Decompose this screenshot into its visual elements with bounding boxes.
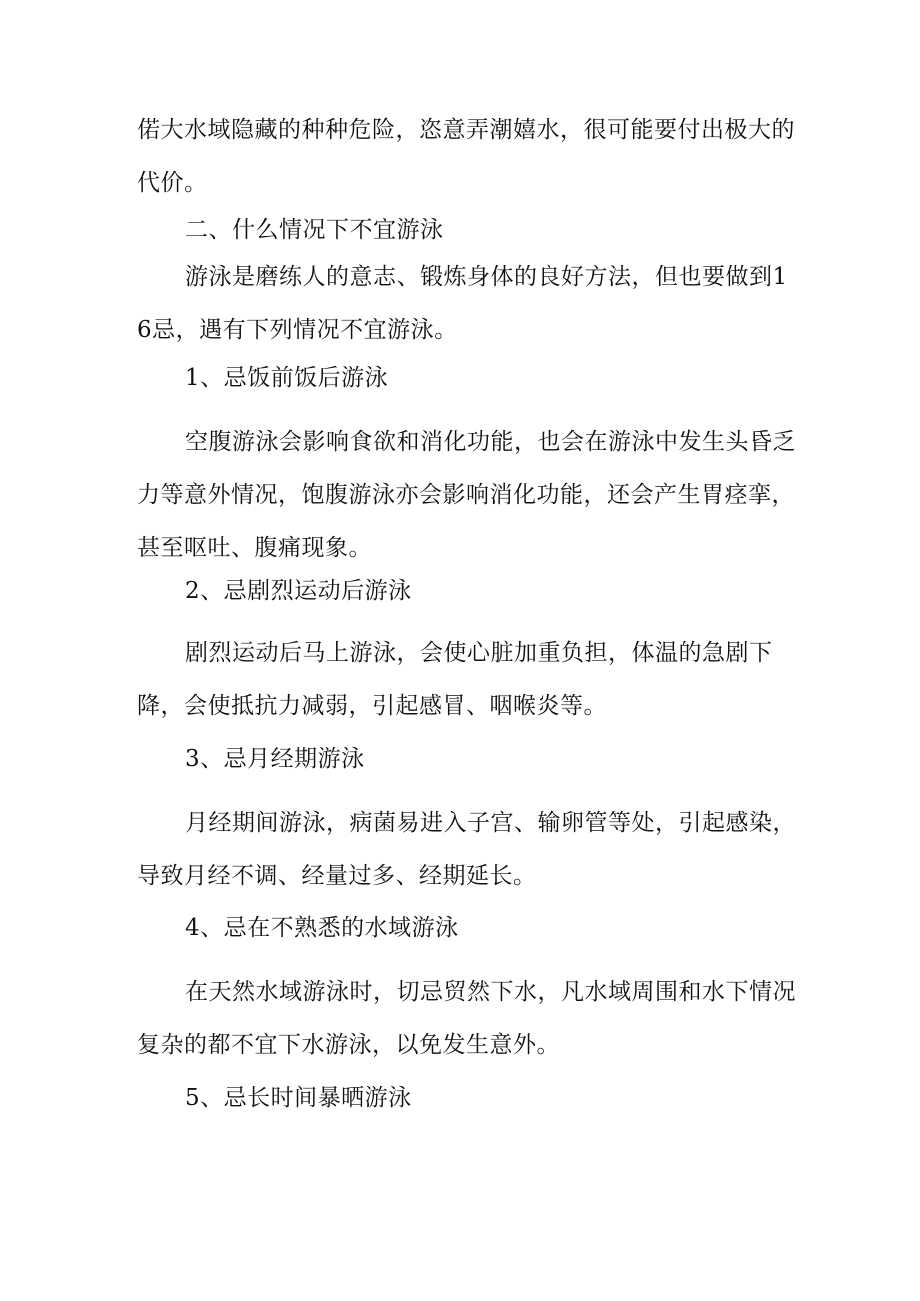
item-heading-4: 4、忌在不熟悉的水域游泳 <box>185 915 459 941</box>
paragraph-intro: 游泳是磨练人的意志、锻炼身体的良好方法，但也要做到16忌，遇有下列情况不宜游泳。 <box>137 264 788 343</box>
item-body-2: 剧烈运动后马上游泳，会使心脏加重负担，体温的急剧下降，会使抵抗力减弱，引起感冒、咽喉炎等。 <box>137 640 773 719</box>
item-body-1: 空腹游泳会影响食欲和消化功能，也会在游泳中发生头昏乏力等意外情况，饱腹游泳亦会影响消化功能，还会产生胃痉挛，甚至呕吐、腹痛现象。 <box>137 429 796 561</box>
paragraph-continuation: 偌大水域隐藏的种种危险，恣意弄潮嬉水，很可能要付出极大的代价。 <box>137 117 795 196</box>
item-heading-2: 2、忌剧烈运动后游泳 <box>185 578 412 604</box>
section-heading: 二、什么情况下不宜游泳 <box>185 217 444 243</box>
item-body-4: 在天然水域游泳时，切忌贸然下水，凡水域周围和水下情况复杂的都不宜下水游泳，以免发生意外。 <box>137 979 796 1058</box>
item-heading-5: 5、忌长时间暴晒游泳 <box>185 1085 412 1111</box>
item-heading-1: 1、忌饭前饭后游泳 <box>185 365 389 391</box>
item-body-3: 月经期间游泳，病菌易进入子宫、输卵管等处，引起感染，导致月经不调、经量过多、经期延长。 <box>137 810 796 889</box>
item-heading-3: 3、忌月经期游泳 <box>185 746 365 772</box>
